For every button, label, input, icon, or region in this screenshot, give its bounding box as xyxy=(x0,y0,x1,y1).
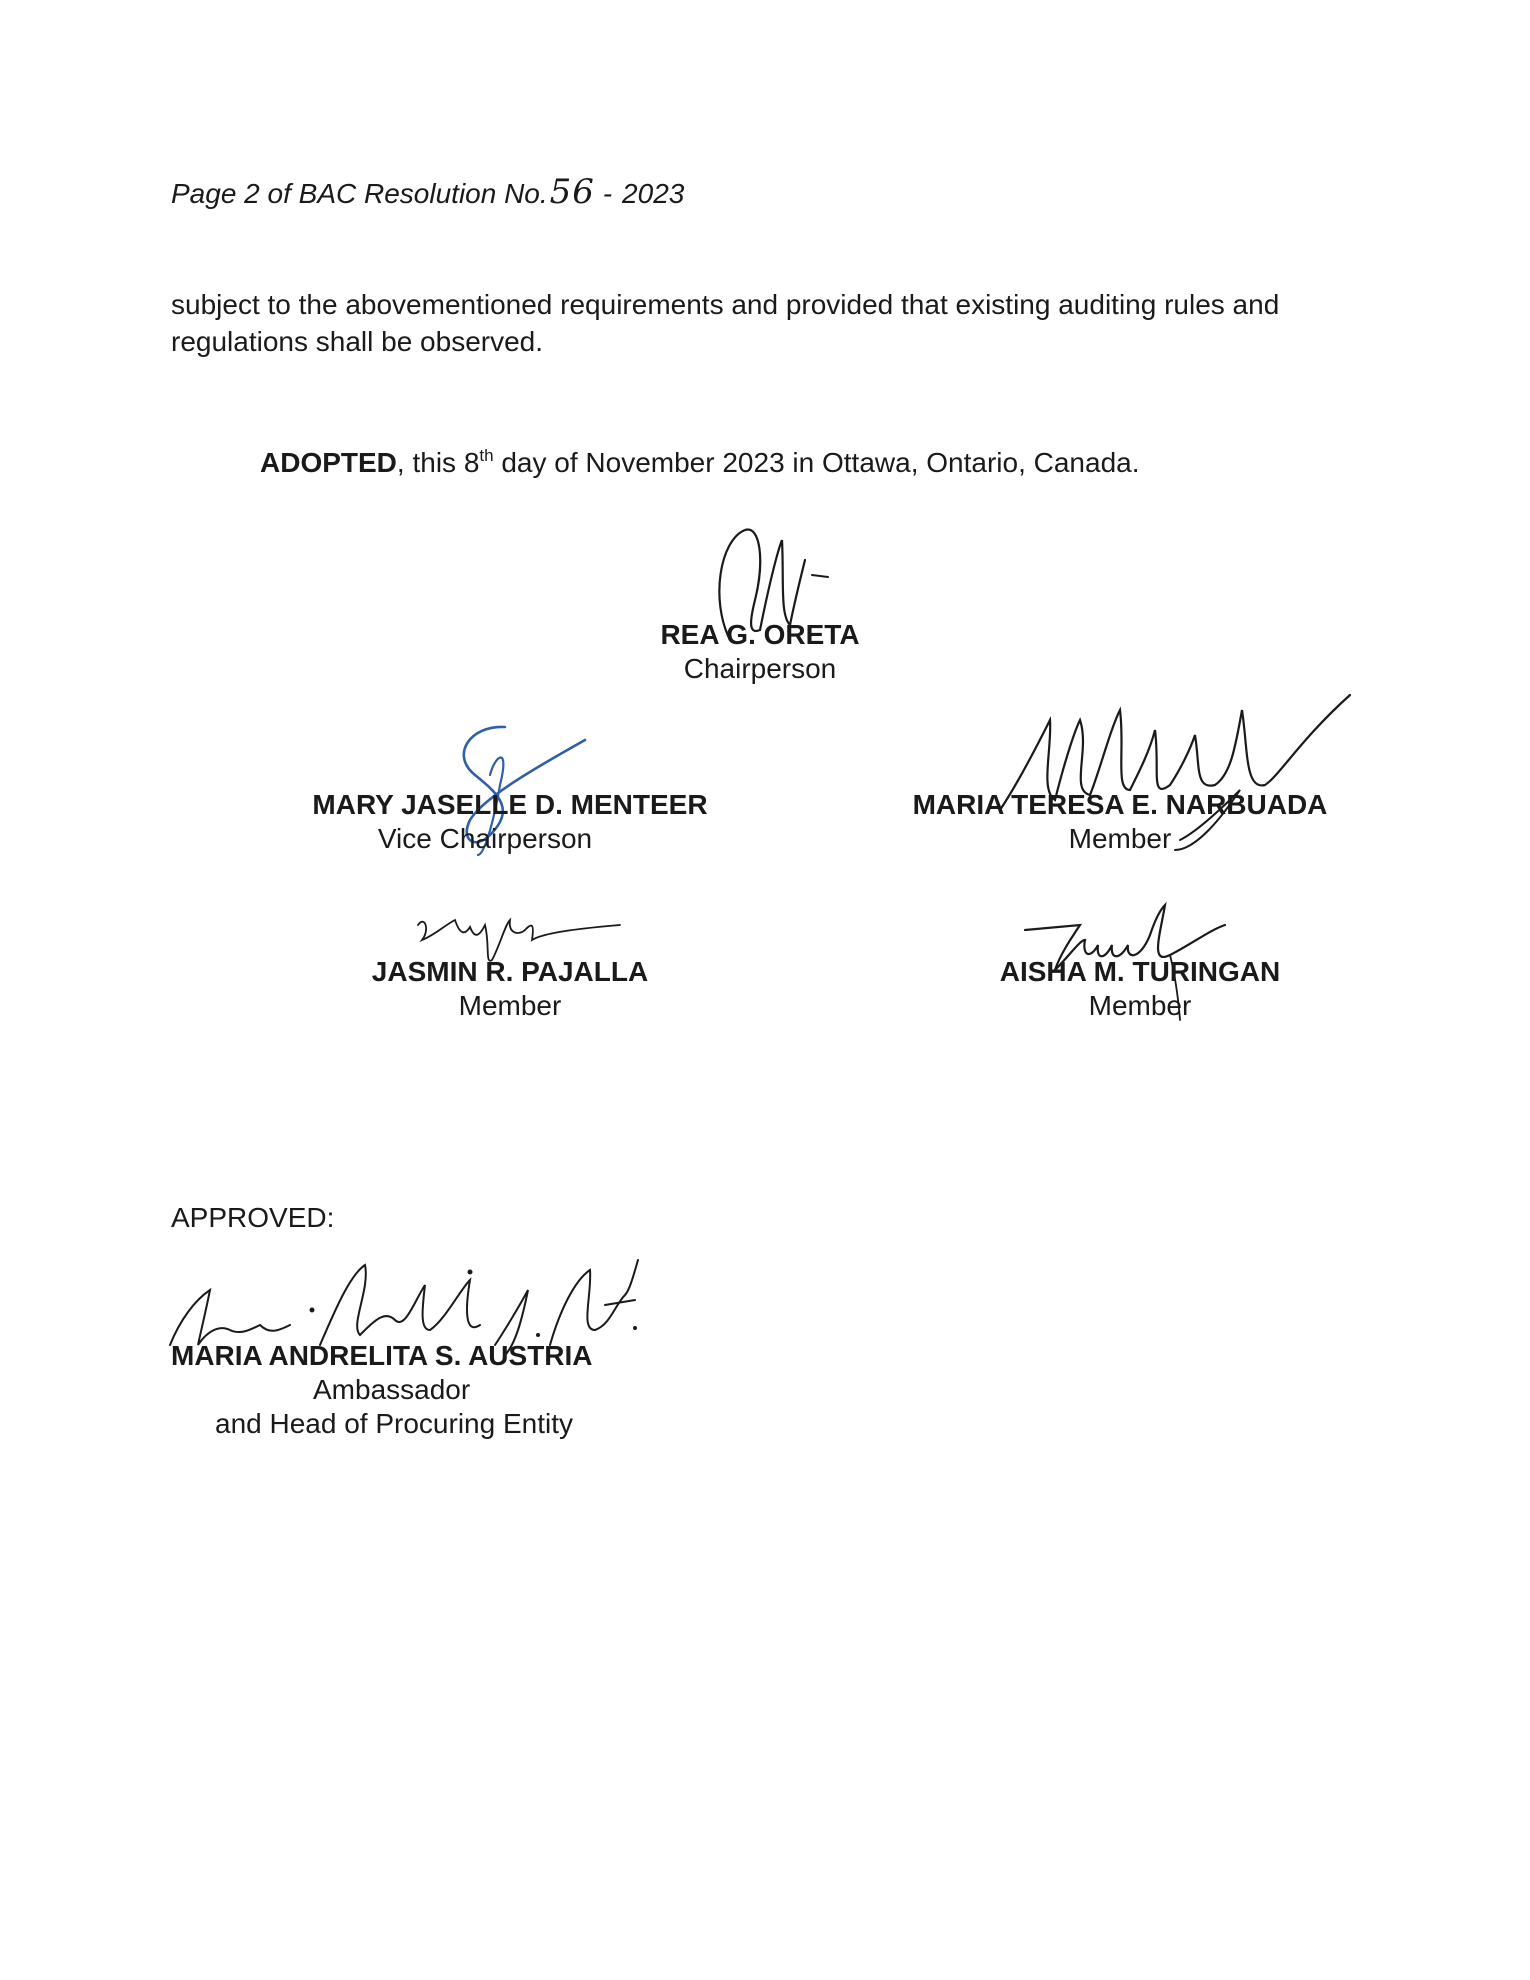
adopted-lead: ADOPTED xyxy=(260,447,397,478)
header-prefix: Page 2 of BAC Resolution No. xyxy=(171,178,548,209)
signatory-name: REA G. ORETA xyxy=(660,619,860,650)
approver-role-line1: Ambassador xyxy=(313,1374,471,1405)
signatory-role: Vice Chairperson xyxy=(377,823,593,854)
approved-label: APPROVED: xyxy=(171,1202,335,1233)
signatory-role: Member xyxy=(458,990,562,1021)
signatory-member-turingan xyxy=(930,955,1350,1023)
signatory-member-pajalla xyxy=(300,955,720,1023)
signatory-name: MARY JASELLE D. MENTEER xyxy=(312,789,708,820)
signatory-role: Member xyxy=(1068,823,1172,854)
signatory-name: AISHA M. TURINGAN xyxy=(999,956,1281,987)
approver-block xyxy=(171,1339,593,1441)
signatory-role: Member xyxy=(1088,990,1192,1021)
signatory-member-narbuada xyxy=(880,788,1360,856)
adopted-ordinal-suffix: th xyxy=(479,446,494,465)
adopted-statement xyxy=(260,447,1140,479)
signatory-name: JASMIN R. PAJALLA xyxy=(371,956,649,987)
header-dash: - xyxy=(602,178,613,209)
header-year: 2023 xyxy=(622,178,685,209)
approver-role-line2: and Head of Procuring Entity xyxy=(215,1408,573,1439)
body-paragraph: subject to the abovementioned requirements and provided that existing auditing rules and regulations shall be observed. xyxy=(171,289,1280,357)
adopted-text-before: , this 8 xyxy=(396,447,480,478)
signatory-chair xyxy=(600,618,920,686)
signatory-name: MARIA TERESA E. NARBUADA xyxy=(912,789,1328,820)
approver-name: MARIA ANDRELITA S. AUSTRIA xyxy=(171,1340,593,1371)
signatory-vice-chair xyxy=(290,788,730,856)
adopted-text-after: day of November 2023 in Ottawa, Ontario, Canada. xyxy=(493,447,1140,478)
signatory-role: Chairperson xyxy=(683,653,837,684)
page-header xyxy=(171,172,684,212)
handwritten-resolution-number: 56 xyxy=(549,172,595,212)
